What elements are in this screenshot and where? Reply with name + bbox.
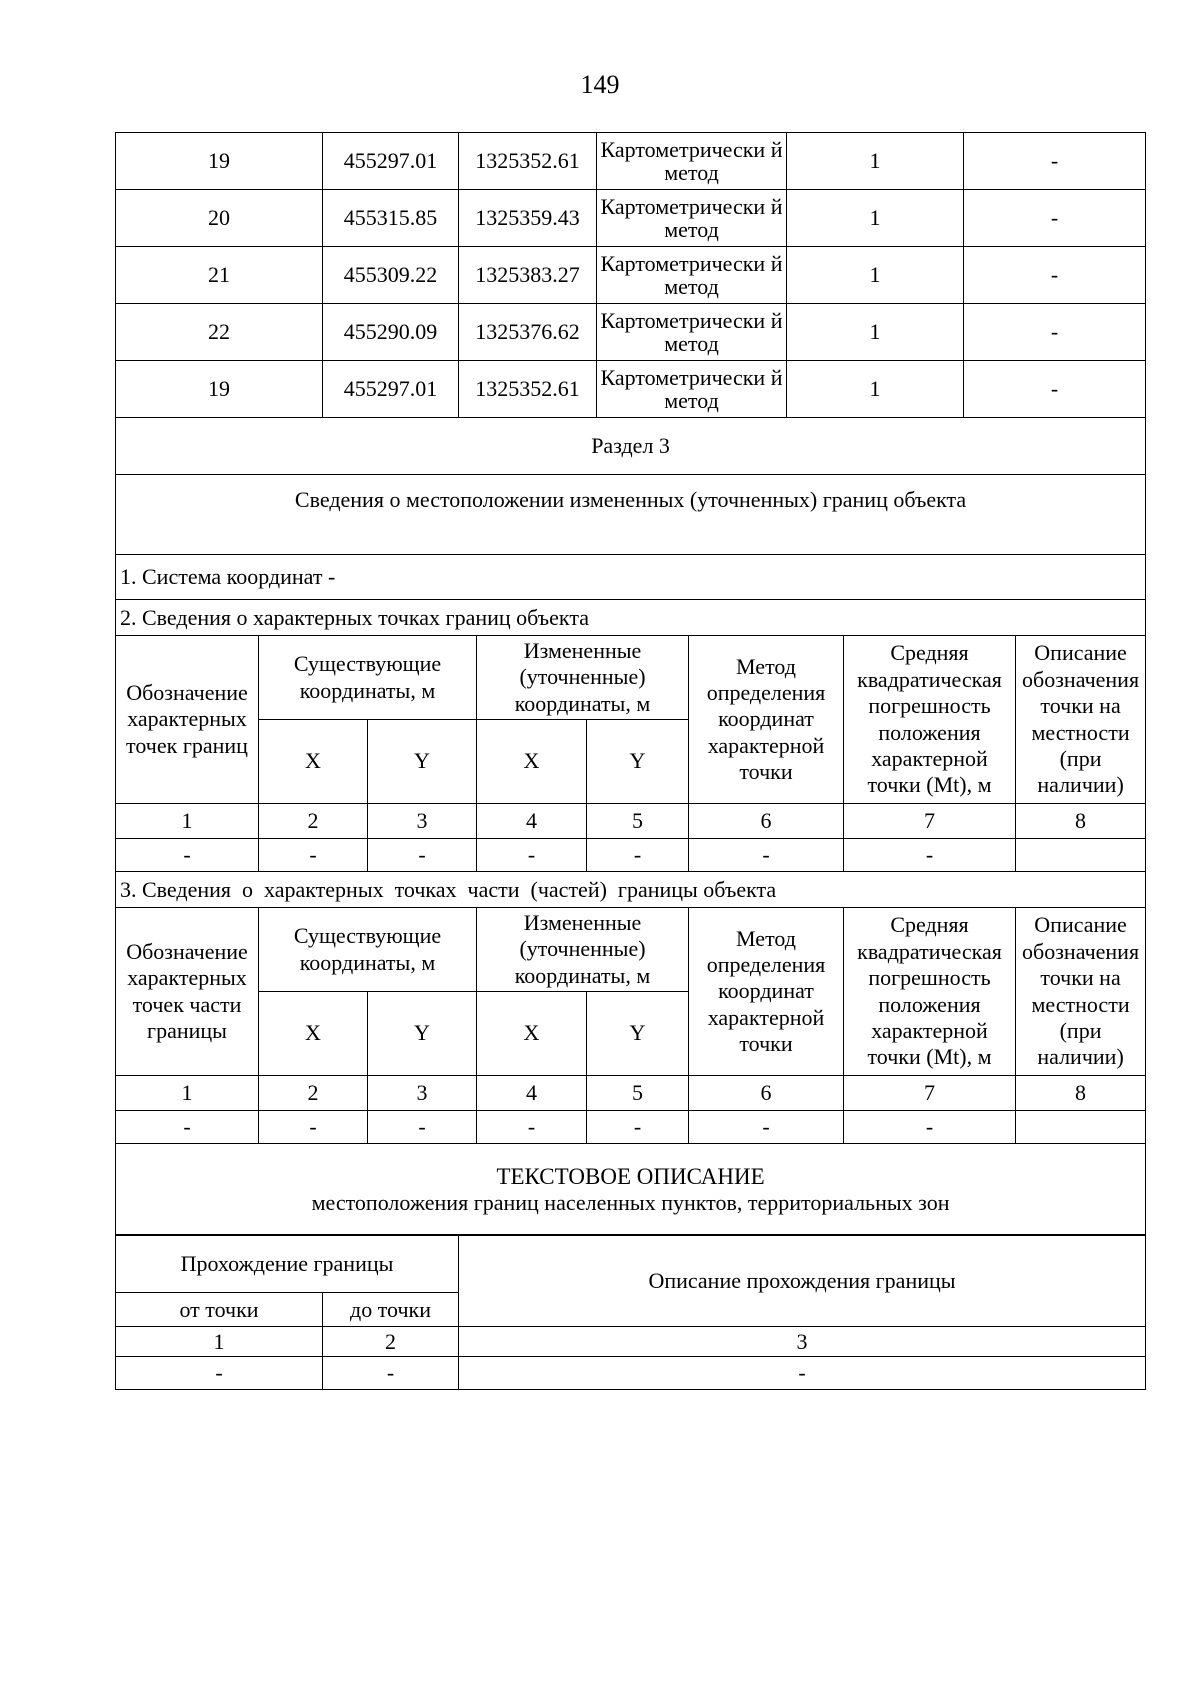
value-cell: -: [477, 839, 587, 872]
value-cell: -: [368, 1111, 477, 1144]
table-row: [116, 247, 1146, 304]
value-cell: -: [689, 839, 844, 872]
table-row: [116, 1357, 1146, 1390]
col-number: 6: [689, 804, 844, 839]
x-cell: 455290.09: [323, 304, 459, 361]
method-cell: Картометрически й метод: [597, 304, 787, 361]
point-cell: 21: [116, 247, 323, 304]
x-cell: 455309.22: [323, 247, 459, 304]
text-description-block: [116, 1144, 1146, 1236]
col-y: Y: [587, 720, 689, 804]
method-cell: Картометрически й метод: [597, 247, 787, 304]
value-cell: -: [116, 839, 259, 872]
section-subtitle: Сведения о местоположении измененных (уточненных) границ объекта: [116, 475, 1146, 555]
col-number: 1: [116, 1327, 323, 1357]
col-number: 1: [116, 804, 259, 839]
col-number: 4: [477, 1076, 587, 1111]
point-cell: 19: [116, 361, 323, 418]
y-cell: 1325383.27: [459, 247, 597, 304]
col-number: 2: [323, 1327, 459, 1357]
col-x: X: [477, 992, 587, 1076]
value-cell: -: [587, 1111, 689, 1144]
col-y: Y: [587, 992, 689, 1076]
x-cell: 455315.85: [323, 190, 459, 247]
col-existing: Существующие координаты, м: [259, 908, 477, 992]
col-accuracy: Средняя квадратическая погрешность положения характерной точки (Mt), м: [844, 636, 1016, 804]
y-cell: 1325352.61: [459, 133, 597, 190]
col-method: Метод определения координат характерной точки: [689, 908, 844, 1076]
method-cell: Картометрически й метод: [597, 190, 787, 247]
description-cell: -: [964, 304, 1146, 361]
table-row: [116, 190, 1146, 247]
description-cell: -: [964, 247, 1146, 304]
description-cell: -: [964, 133, 1146, 190]
section3-table: [115, 417, 1146, 1236]
coord-system-line: 1. Система координат -: [116, 555, 1146, 600]
points-heading: 2. Сведения о характерных точках границ объекта: [116, 600, 1146, 636]
accuracy-cell: 1: [787, 361, 964, 418]
value-cell: -: [844, 839, 1016, 872]
x-cell: 455297.01: [323, 133, 459, 190]
col-number: 7: [844, 804, 1016, 839]
col-number: 5: [587, 1076, 689, 1111]
col-number: 4: [477, 804, 587, 839]
table-row: [116, 304, 1146, 361]
col-number: 2: [259, 804, 368, 839]
table-row: [116, 1076, 1146, 1111]
point-cell: 19: [116, 133, 323, 190]
description-cell: -: [964, 190, 1146, 247]
value-cell: -: [587, 839, 689, 872]
col-number: 3: [368, 1076, 477, 1111]
description-cell: -: [964, 361, 1146, 418]
value-cell: -: [259, 839, 368, 872]
value-cell: -: [323, 1357, 459, 1390]
value-cell: -: [844, 1111, 1016, 1144]
value-cell: -: [459, 1357, 1146, 1390]
method-cell: Картометрически й метод: [597, 361, 787, 418]
value-cell: [1016, 839, 1146, 872]
page-number: 149: [580, 70, 620, 99]
col-description: Описание обозначения точки на местности (при наличии): [1016, 636, 1146, 804]
y-cell: 1325359.43: [459, 190, 597, 247]
table-row: [116, 804, 1146, 839]
col-accuracy: Средняя квадратическая погрешность положения характерной точки (Mt), м: [844, 908, 1016, 1076]
point-cell: 20: [116, 190, 323, 247]
col-number: 1: [116, 1076, 259, 1111]
col-number: 8: [1016, 1076, 1146, 1111]
accuracy-cell: 1: [787, 190, 964, 247]
col-to-point: до точки: [323, 1293, 459, 1327]
value-cell: [1016, 1111, 1146, 1144]
value-cell: -: [689, 1111, 844, 1144]
y-cell: 1325352.61: [459, 361, 597, 418]
col-boundary-description: Описание прохождения границы: [459, 1235, 1146, 1327]
col-x: X: [259, 720, 368, 804]
col-x: X: [259, 992, 368, 1076]
parts-heading: 3. Сведения о характерных точках части (частей) границы объекта: [116, 872, 1146, 908]
table-row: [116, 839, 1146, 872]
col-from-point: от точки: [116, 1293, 323, 1327]
col-number: 2: [259, 1076, 368, 1111]
boundary-table: [115, 1234, 1146, 1390]
text-description-title: ТЕКСТОВОЕ ОПИСАНИЕ: [496, 1163, 765, 1189]
value-cell: -: [368, 839, 477, 872]
section-title: Раздел 3: [116, 418, 1146, 475]
text-description-subtitle: местоположения границ населенных пунктов, территориальных зон: [311, 1190, 950, 1216]
accuracy-cell: 1: [787, 133, 964, 190]
col-number: 7: [844, 1076, 1016, 1111]
accuracy-cell: 1: [787, 247, 964, 304]
col-description: Описание обозначения точки на местности (при наличии): [1016, 908, 1146, 1076]
table-row: [116, 133, 1146, 190]
col-designation: Обозначение характерных точек границ: [116, 636, 259, 804]
table-row: [116, 1111, 1146, 1144]
y-cell: 1325376.62: [459, 304, 597, 361]
col-existing: Существующие координаты, м: [259, 636, 477, 720]
col-number: 3: [368, 804, 477, 839]
col-designation: Обозначение характерных точек части границы: [116, 908, 259, 1076]
value-cell: -: [477, 1111, 587, 1144]
col-number: 3: [459, 1327, 1146, 1357]
col-changed: Измененные (уточненные) координаты, м: [477, 908, 689, 992]
x-cell: 455297.01: [323, 361, 459, 418]
col-method: Метод определения координат характерной точки: [689, 636, 844, 804]
col-number: 5: [587, 804, 689, 839]
col-y: Y: [368, 720, 477, 804]
col-x: X: [477, 720, 587, 804]
method-cell: Картометрически й метод: [597, 133, 787, 190]
col-changed: Измененные (уточненные) координаты, м: [477, 636, 689, 720]
value-cell: -: [259, 1111, 368, 1144]
col-number: 8: [1016, 804, 1146, 839]
coordinates-table: [115, 132, 1146, 418]
col-number: 6: [689, 1076, 844, 1111]
value-cell: -: [116, 1111, 259, 1144]
table-row: [116, 361, 1146, 418]
table-row: [116, 1327, 1146, 1357]
value-cell: -: [116, 1357, 323, 1390]
col-y: Y: [368, 992, 477, 1076]
col-passage: Прохождение границы: [116, 1235, 459, 1293]
accuracy-cell: 1: [787, 304, 964, 361]
point-cell: 22: [116, 304, 323, 361]
